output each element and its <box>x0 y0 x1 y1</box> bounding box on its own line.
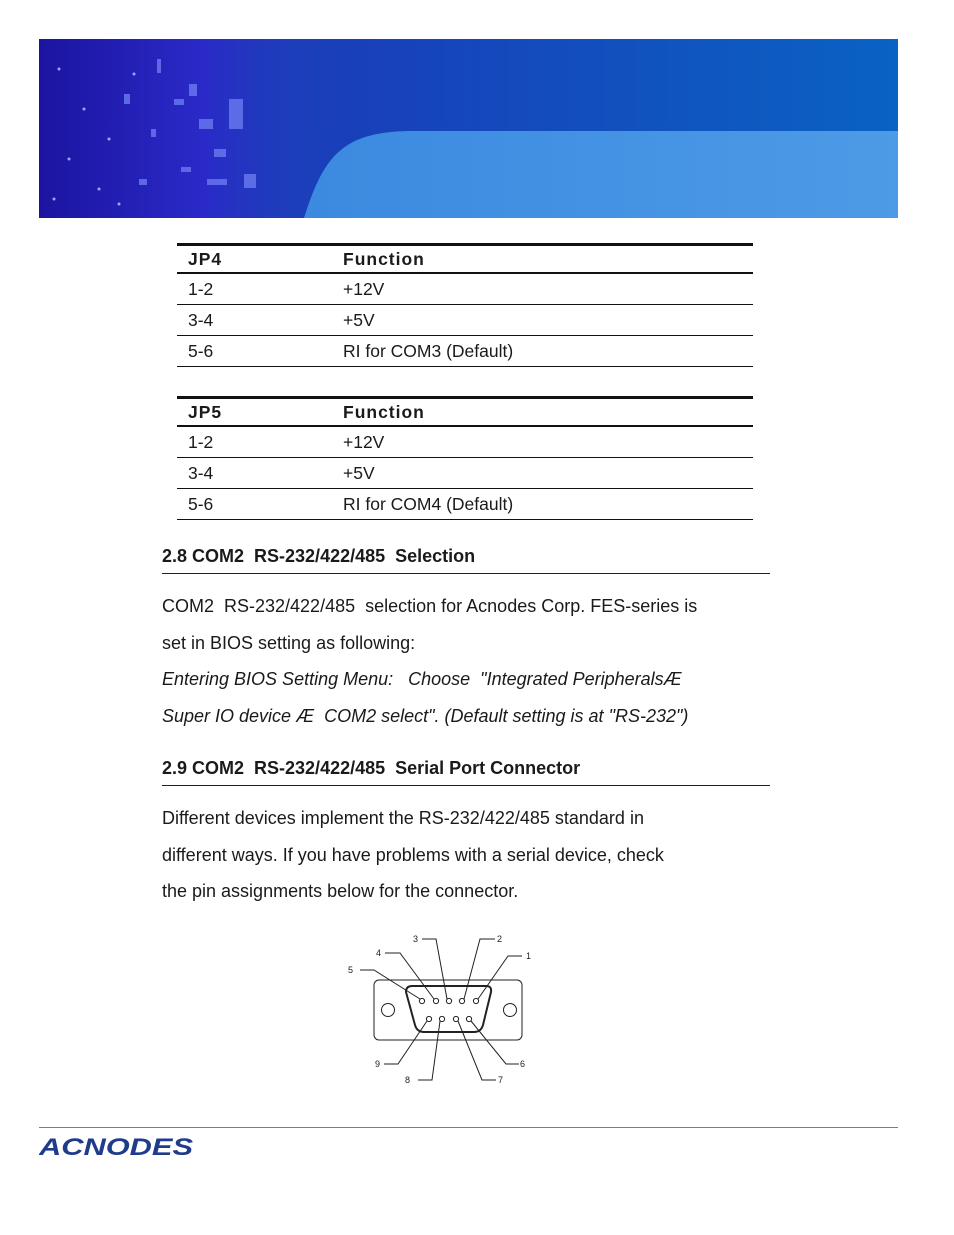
column-header: JP4 <box>177 245 332 274</box>
pin-label-8: 8 <box>405 1075 411 1085</box>
table-row <box>177 336 753 367</box>
table-cell: 3-4 <box>177 305 332 336</box>
mounting-hole-left <box>382 1004 395 1017</box>
banner-graphic <box>39 39 898 218</box>
footer-rule <box>39 1127 898 1128</box>
body-line: different ways. If you have problems with a serial device, check <box>162 844 664 865</box>
jumper-table-jp5 <box>177 396 753 520</box>
section-body-2-9 <box>162 800 762 910</box>
table-cell: +5V <box>332 305 753 336</box>
table-row <box>177 426 753 458</box>
header-banner <box>39 39 898 218</box>
section-heading-2-9: 2.9 COM2 RS-232/422/485 Serial Port Connector <box>162 758 770 786</box>
column-header: Function <box>332 398 753 427</box>
pin-label-9: 9 <box>375 1059 381 1069</box>
table-cell: +5V <box>332 458 753 489</box>
table-cell: 1-2 <box>177 426 332 458</box>
pin-label-4: 4 <box>376 948 382 958</box>
table-cell: 3-4 <box>177 458 332 489</box>
table-row <box>177 458 753 489</box>
pin-holes <box>419 998 478 1021</box>
logo-graphic <box>39 1132 199 1162</box>
table-row <box>177 273 753 305</box>
db9-connector-diagram <box>340 928 540 1090</box>
pin-label-7: 7 <box>498 1075 504 1085</box>
acnodes-logo <box>39 1132 199 1162</box>
table-cell: +12V <box>332 273 753 305</box>
body-line: the pin assignments below for the connector. <box>162 881 519 901</box>
column-header: Function <box>332 245 753 274</box>
table-cell: 5-6 <box>177 489 332 520</box>
body-line: COM2 RS-232/422/485 selection for Acnodes Corp. FES-series is <box>162 596 698 616</box>
table-cell: RI for COM3 (Default) <box>332 336 753 367</box>
body-line: Different devices implement the RS-232/422/485 standard in <box>162 808 644 828</box>
pin-label-3: 3 <box>413 934 419 944</box>
table-row <box>177 305 753 336</box>
table-cell: 5-6 <box>177 336 332 367</box>
svg-text:ACNODES: ACNODES <box>39 1134 194 1161</box>
pin-label-2: 2 <box>497 934 503 944</box>
table-cell: 1-2 <box>177 273 332 305</box>
table-row <box>177 489 753 520</box>
body-line-italic: Super IO device Æ COM2 select". (Default setting is at "RS-232") <box>162 705 689 726</box>
table-cell: +12V <box>332 426 753 458</box>
pin-leader-lines <box>360 939 522 1080</box>
pin-label-1: 1 <box>526 951 532 961</box>
jumper-table-jp4 <box>177 243 753 367</box>
table-cell: RI for COM4 (Default) <box>332 489 753 520</box>
body-line: set in BIOS setting as following: <box>162 632 416 653</box>
column-header: JP5 <box>177 398 332 427</box>
mounting-hole-right <box>504 1004 517 1017</box>
body-line-italic: Entering BIOS Setting Menu: Choose "Integrated PeripheralsÆ <box>162 669 682 689</box>
section-body-2-8 <box>162 588 762 734</box>
section-heading-2-8: 2.8 COM2 RS-232/422/485 Selection <box>162 546 770 574</box>
table-header-row <box>177 245 753 274</box>
pin-label-5: 5 <box>348 965 354 975</box>
table-header-row <box>177 398 753 427</box>
pin-label-6: 6 <box>520 1059 526 1069</box>
connector-d-shape <box>406 986 491 1032</box>
